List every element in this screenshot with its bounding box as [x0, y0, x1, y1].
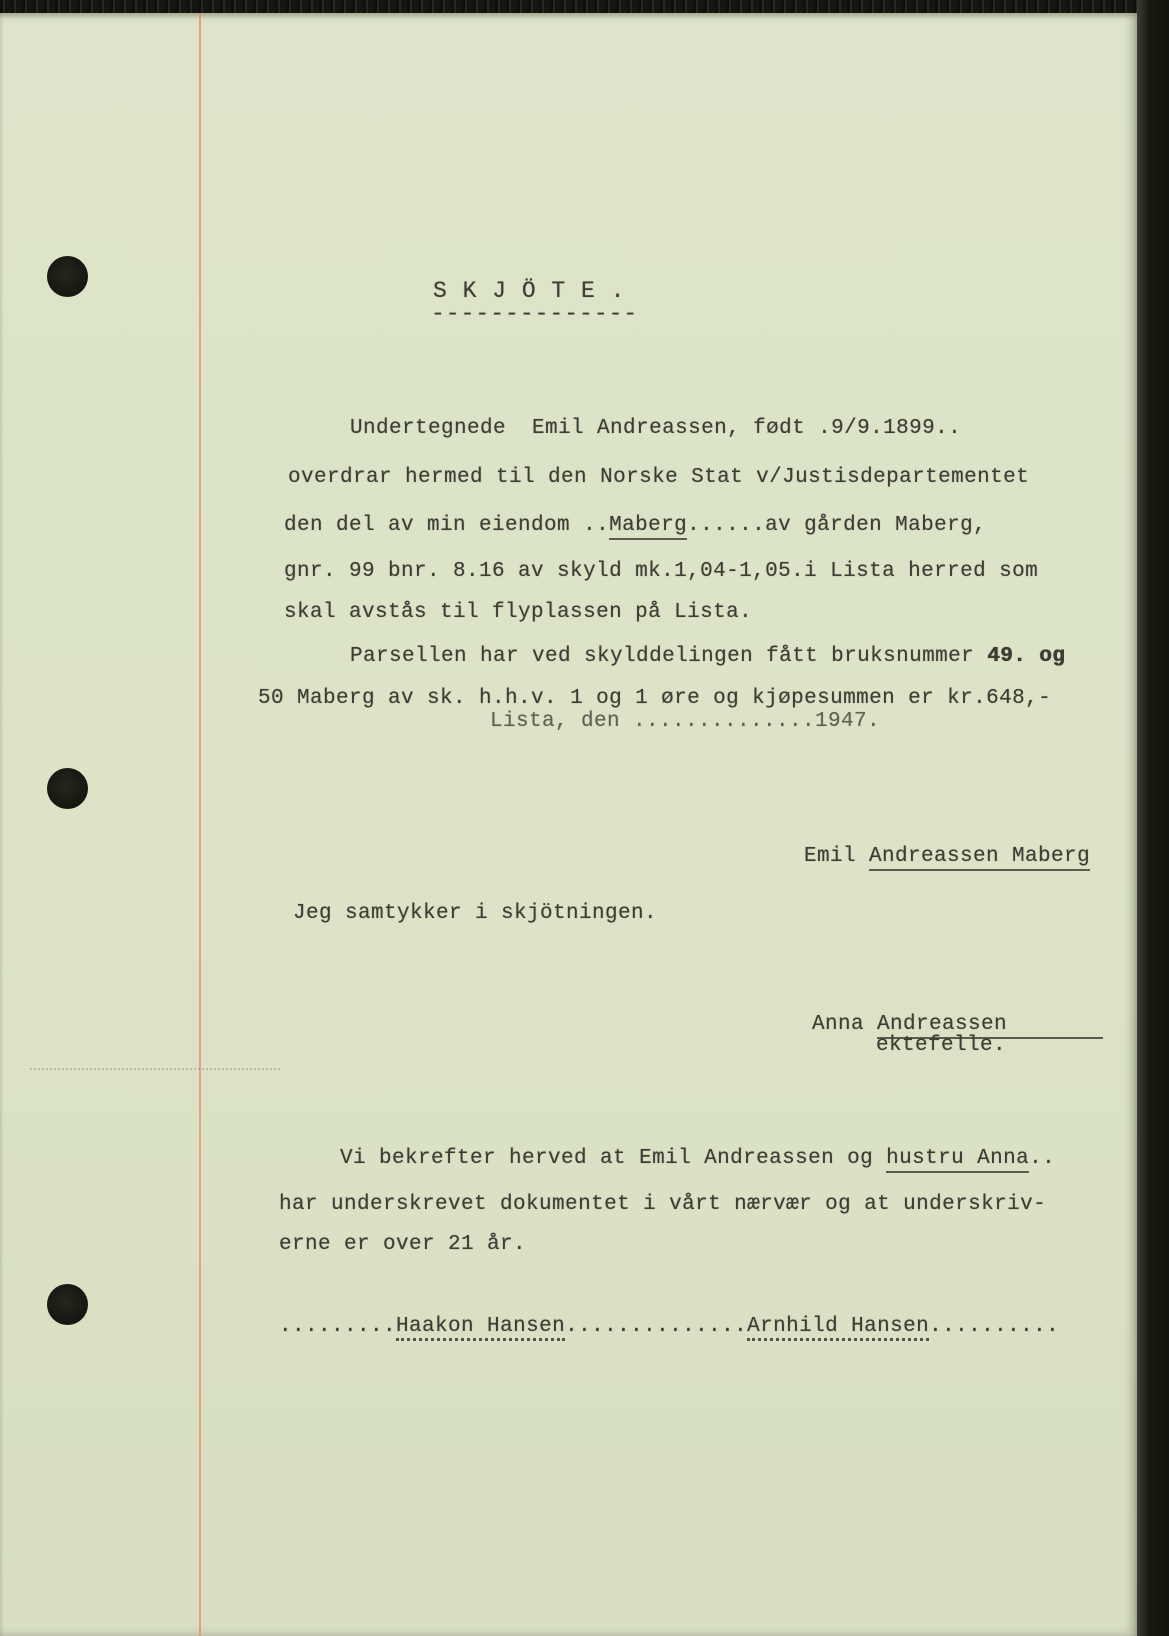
text-segment: gnr. 99 bnr. 8.16 av skyld mk.1,04-1,05.i Lista herred som — [284, 560, 1039, 583]
text-segment: ......av gården Maberg, — [687, 514, 987, 537]
date-line: Lista, den ..............1947. — [490, 710, 881, 733]
dotted-rule-segment: .............. — [565, 1315, 748, 1338]
text-segment: overdrar hermed til den Norske Stat v/Justisdepartementet — [288, 466, 1030, 489]
text-segment: 50 Maberg av sk. h.h.v. 1 og 1 øre og kjøpesummen er kr.648,- — [258, 687, 1052, 710]
witness-name-2: Arnhild Hansen — [747, 1315, 929, 1341]
dotted-rule-segment: ......... — [279, 1315, 397, 1338]
scanner-edge-right — [1137, 0, 1169, 1636]
punch-hole-bottom — [47, 1284, 88, 1325]
scan-artifact-dots — [30, 1068, 280, 1070]
text-segment: .. — [1029, 1147, 1056, 1170]
seller-signature — [752, 822, 1090, 891]
deed-title-underline: -------------- — [431, 301, 639, 327]
punch-hole-top — [47, 256, 88, 297]
text-segment: skal avstås til flyplassen på Lista. — [284, 601, 753, 624]
text-segment: den del av min eiendom .. — [284, 514, 610, 537]
text-segment: Emil — [804, 845, 870, 868]
witness-line-3 — [227, 1210, 526, 1279]
witness-name-1: Haakon Hansen — [396, 1315, 565, 1341]
deed-title: S K J Ö T E . — [433, 278, 626, 304]
text-segment: Vi bekrefter herved at Emil Andreassen og — [340, 1147, 887, 1170]
spouse-signature-underlined: Andreassen — [877, 1013, 1103, 1039]
text-segment: Undertegnede Emil Andreassen, født .9/9.1899.. — [350, 417, 962, 440]
margin-rule-line — [199, 13, 201, 1636]
hustru-anna-underlined: hustru Anna — [886, 1147, 1029, 1173]
text-segment: Parsellen har ved skylddelingen fått bruksnummer — [350, 645, 988, 668]
dotted-rule-segment: .......... — [929, 1315, 1060, 1338]
text-segment: Anna — [812, 1013, 878, 1036]
seller-signature-underlined: Andreassen Maberg — [869, 845, 1090, 871]
scanner-edge-top — [0, 0, 1169, 13]
witness-signature-line — [227, 1292, 1059, 1361]
property-name-underlined: Maberg — [609, 514, 687, 540]
spouse-role: ektefelle. — [876, 1034, 1007, 1057]
punch-hole-middle — [47, 768, 88, 809]
consent-line: Jeg samtykker i skjötningen. — [293, 902, 658, 925]
text-segment: erne er over 21 år. — [279, 1233, 527, 1256]
text-segment: har underskrevet dokumentet i vårt nærvær og at underskriv- — [279, 1193, 1047, 1216]
bruksnummer-overstruck: 49. og — [987, 645, 1066, 668]
